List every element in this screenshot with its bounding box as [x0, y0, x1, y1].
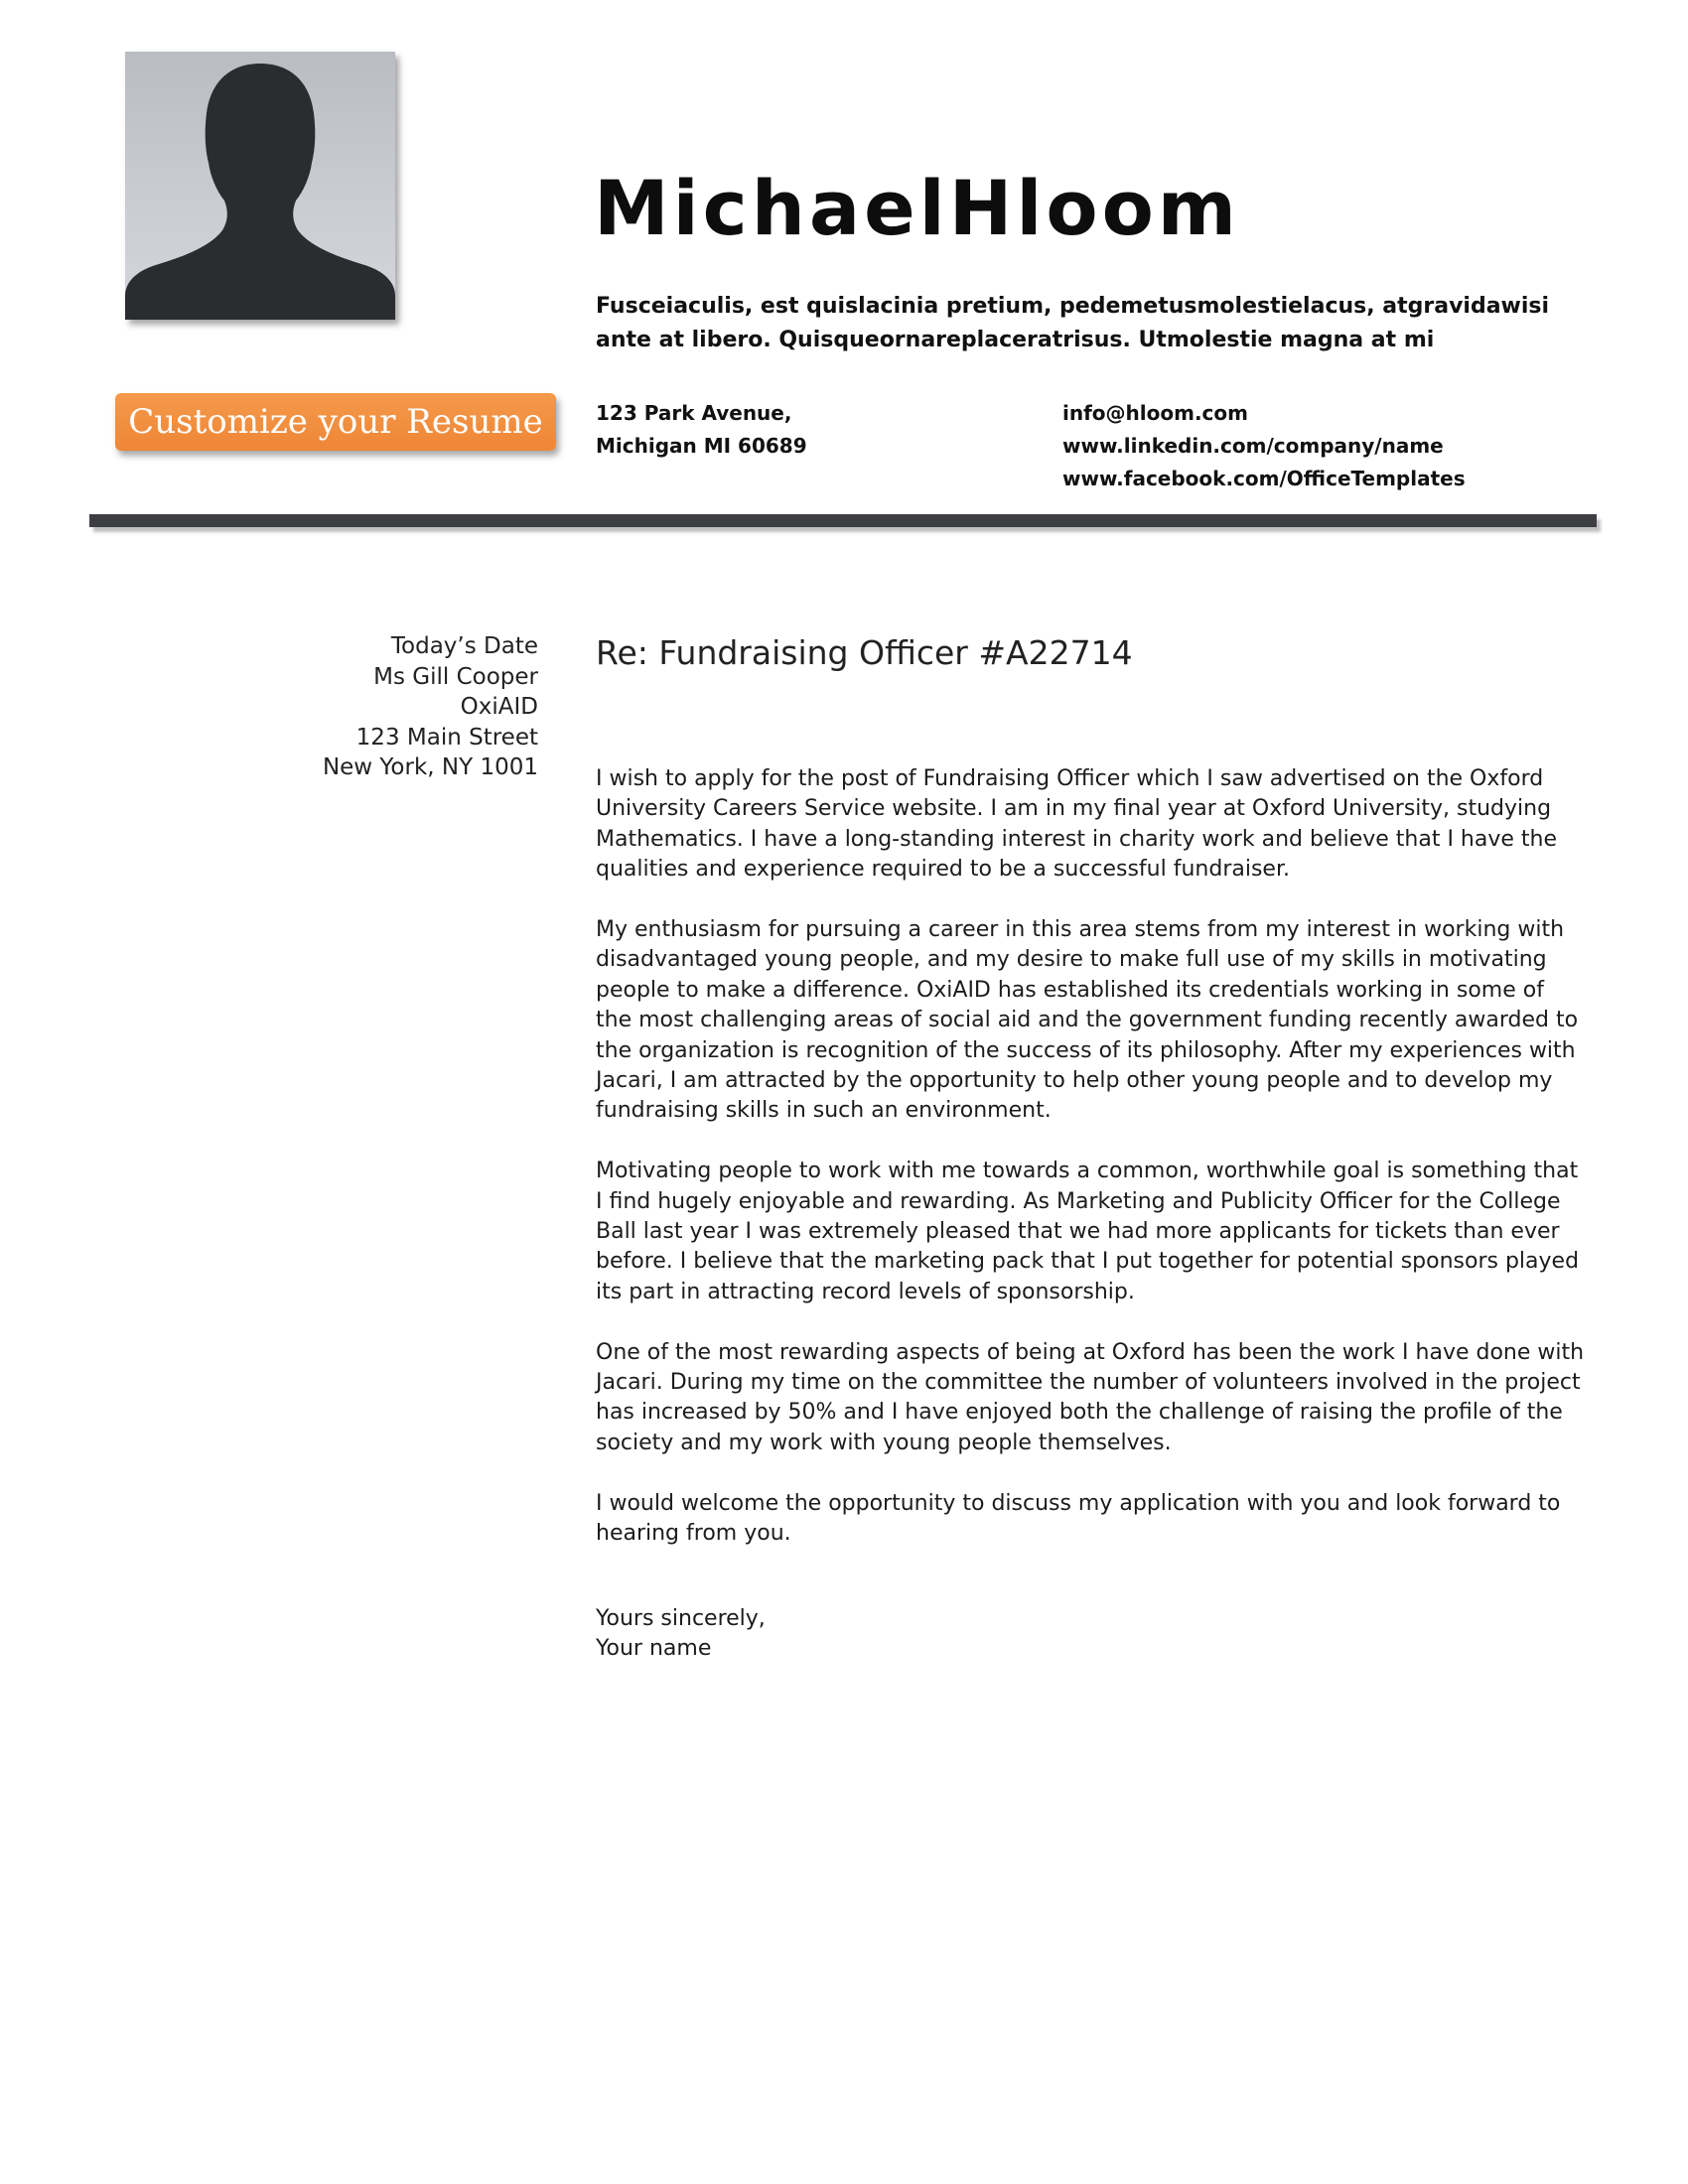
letter-closing-block	[596, 1604, 766, 1665]
profile-photo	[125, 52, 395, 320]
address-line1: 123 Park Avenue,	[596, 401, 792, 425]
letter-paragraph: I wish to apply for the post of Fundraising Officer which I saw advertised on the Oxford University Careers Service website. I am in my final year at Oxford University, studying Mathematics. I have a long-standing interest in charity work and believe that I have the qualities and experience required to be a successful fundraiser.	[596, 766, 1558, 883]
recipient-block	[248, 631, 538, 783]
letter-closing: Yours sincerely,	[596, 1606, 766, 1631]
candidate-name: MichaelHloom	[594, 164, 1240, 252]
linkedin-link[interactable]: www.linkedin.com/company/name	[1062, 434, 1444, 458]
address-block	[596, 397, 807, 463]
recipient-company: OxiAID	[460, 694, 538, 720]
header-divider	[89, 514, 1597, 527]
letter-paragraph: Motivating people to work with me towards a common, worthwhile goal is something that I find hugely enjoyable and rewarding. As Marketing and Publicity Officer for the College Ball last year I was extremely pleased that we had more applicants for tickets than ever before. I believe that the marketing pack that I put together for potential sponsors played its part in attracting record levels of sponsorship.	[596, 1159, 1580, 1304]
recipient-name: Ms Gill Cooper	[373, 663, 538, 690]
contact-links	[1062, 397, 1466, 495]
letter-paragraph: My enthusiasm for pursuing a career in this area stems from my interest in working with disadvantaged young people, and my desire to make full use of my skills in motivating people to make a difference. OxiAID has established its credentials working in some of the most challenging areas of social aid and the government funding recently awarded to the organization is recognition of the success of its philosophy. After my experiences with Jacari, I am attracted by the opportunity to help other young people and to develop my fundraising skills in such an environment.	[596, 917, 1579, 1124]
letter-body	[596, 764, 1585, 1579]
letter-paragraph: One of the most rewarding aspects of being at Oxford has been the work I have done with Jacari. During my time on the committee the number of volunteers involved in the project has increased by 50% and I have enjoyed both the challenge of raising the profile of the society and my work with young people themselves.	[596, 1339, 1585, 1455]
facebook-link[interactable]: www.facebook.com/OfficeTemplates	[1062, 467, 1466, 490]
letter-date: Today’s Date	[390, 633, 538, 659]
address-line2: Michigan MI 60689	[596, 434, 807, 458]
letter-paragraph: I would welcome the opportunity to discuss my application with you and look forward to hearing from you.	[596, 1490, 1561, 1547]
recipient-city: New York, NY 1001	[322, 754, 538, 780]
customize-resume-button[interactable]: Customize your Resume	[115, 393, 556, 451]
recipient-street: 123 Main Street	[355, 724, 538, 751]
letter-signature: Your name	[596, 1636, 712, 1662]
tagline: Fusceiaculis, est quislacinia pretium, pedemetusmolestielacus, atgravidawisi ante at libero. Quisqueornareplaceratrisus. Utmolestie magna at mi	[596, 294, 1550, 352]
email-link[interactable]: info@hloom.com	[1062, 401, 1248, 425]
letter-subject: Re: Fundraising Officer #A22714	[596, 633, 1133, 672]
person-silhouette-icon	[125, 52, 395, 320]
